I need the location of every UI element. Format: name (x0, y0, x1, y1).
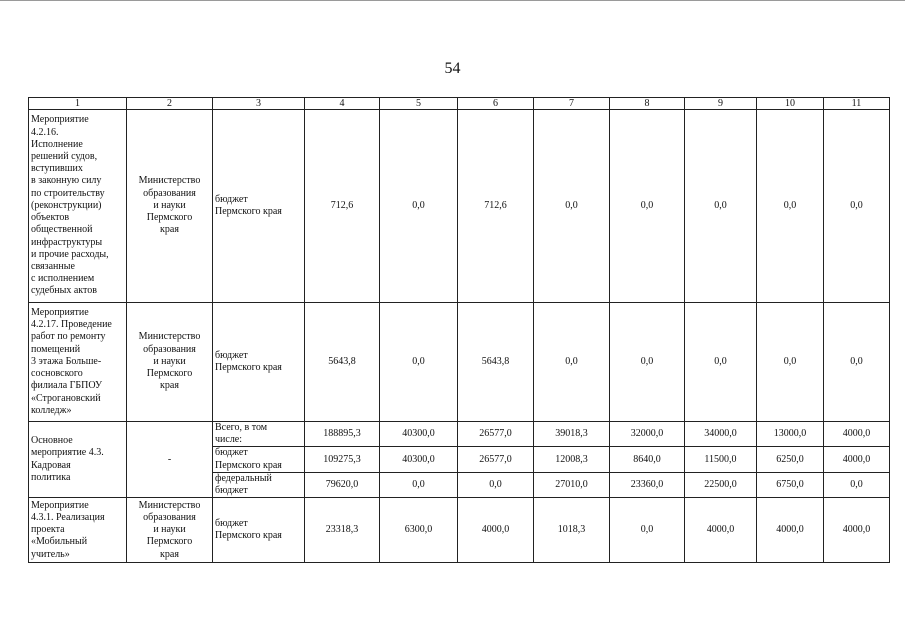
executor: Министерство образования и науки Пермского края (127, 110, 213, 303)
value-cell: 4000,0 (824, 422, 890, 447)
value-cell: 4000,0 (757, 498, 824, 563)
funding-source: бюджет Пермского края (213, 447, 305, 472)
value-cell: 0,0 (824, 303, 890, 422)
table-row (29, 110, 890, 303)
value-cell: 6750,0 (757, 472, 824, 497)
budget-table (28, 97, 890, 563)
value-cell: 0,0 (610, 110, 685, 303)
value-cell: 1018,3 (534, 498, 610, 563)
table-row (29, 498, 890, 563)
table-row (29, 422, 890, 447)
value-cell: 0,0 (380, 303, 458, 422)
value-cell: 12008,3 (534, 447, 610, 472)
value-cell: 6300,0 (380, 498, 458, 563)
value-cell: 4000,0 (824, 498, 890, 563)
value-cell: 32000,0 (610, 422, 685, 447)
column-header: 9 (685, 98, 757, 110)
table-row (29, 303, 890, 422)
header-row (29, 98, 890, 110)
value-cell: 4000,0 (685, 498, 757, 563)
value-cell: 0,0 (757, 110, 824, 303)
value-cell: 34000,0 (685, 422, 757, 447)
page-number: 54 (444, 60, 461, 77)
activity-name: Мероприятие 4.2.16. Исполнение решений судов, вступивших в законную силу по строительству (реконструкции) объектов общественной инфраструктуры и прочие расходы, связанные с исполнением судебных актов (29, 110, 127, 303)
value-cell: 8640,0 (610, 447, 685, 472)
value-cell: 5643,8 (305, 303, 380, 422)
funding-source: Всего, в том числе: (213, 422, 305, 447)
value-cell: 0,0 (824, 472, 890, 497)
column-header: 5 (380, 98, 458, 110)
executor: Министерство образования и науки Пермского края (127, 498, 213, 563)
value-cell: 0,0 (534, 303, 610, 422)
value-cell: 0,0 (380, 110, 458, 303)
column-header: 2 (127, 98, 213, 110)
column-header: 1 (29, 98, 127, 110)
column-header: 4 (305, 98, 380, 110)
funding-source: бюджет Пермского края (213, 498, 305, 563)
value-cell: 0,0 (458, 472, 534, 497)
column-header: 6 (458, 98, 534, 110)
value-cell: 79620,0 (305, 472, 380, 497)
value-cell: 22500,0 (685, 472, 757, 497)
value-cell: 0,0 (824, 110, 890, 303)
column-header: 8 (610, 98, 685, 110)
column-header: 3 (213, 98, 305, 110)
executor: Министерство образования и науки Пермского края (127, 303, 213, 422)
column-header: 7 (534, 98, 610, 110)
value-cell: 712,6 (305, 110, 380, 303)
column-header: 10 (757, 98, 824, 110)
value-cell: 27010,0 (534, 472, 610, 497)
scan-top-edge (0, 0, 905, 1)
value-cell: 0,0 (610, 303, 685, 422)
value-cell: 40300,0 (380, 447, 458, 472)
value-cell: 26577,0 (458, 447, 534, 472)
activity-name: Основное мероприятие 4.3. Кадровая политика (29, 422, 127, 498)
funding-source: бюджет Пермского края (213, 110, 305, 303)
value-cell: 6250,0 (757, 447, 824, 472)
executor: - (127, 422, 213, 498)
value-cell: 109275,3 (305, 447, 380, 472)
value-cell: 0,0 (610, 498, 685, 563)
activity-name: Мероприятие 4.3.1. Реализация проекта «Мобильный учитель» (29, 498, 127, 563)
value-cell: 0,0 (757, 303, 824, 422)
value-cell: 0,0 (685, 303, 757, 422)
value-cell: 23318,3 (305, 498, 380, 563)
value-cell: 4000,0 (824, 447, 890, 472)
value-cell: 0,0 (685, 110, 757, 303)
value-cell: 0,0 (380, 472, 458, 497)
value-cell: 11500,0 (685, 447, 757, 472)
value-cell: 39018,3 (534, 422, 610, 447)
value-cell: 0,0 (534, 110, 610, 303)
column-header: 11 (824, 98, 890, 110)
value-cell: 13000,0 (757, 422, 824, 447)
funding-source: федеральный бюджет (213, 472, 305, 497)
funding-source: бюджет Пермского края (213, 303, 305, 422)
activity-name: Мероприятие 4.2.17. Проведение работ по ремонту помещений 3 этажа Больше- сосновского филиала ГБПОУ «Строгановский колледж» (29, 303, 127, 422)
value-cell: 188895,3 (305, 422, 380, 447)
value-cell: 23360,0 (610, 472, 685, 497)
value-cell: 40300,0 (380, 422, 458, 447)
value-cell: 26577,0 (458, 422, 534, 447)
value-cell: 5643,8 (458, 303, 534, 422)
value-cell: 4000,0 (458, 498, 534, 563)
value-cell: 712,6 (458, 110, 534, 303)
